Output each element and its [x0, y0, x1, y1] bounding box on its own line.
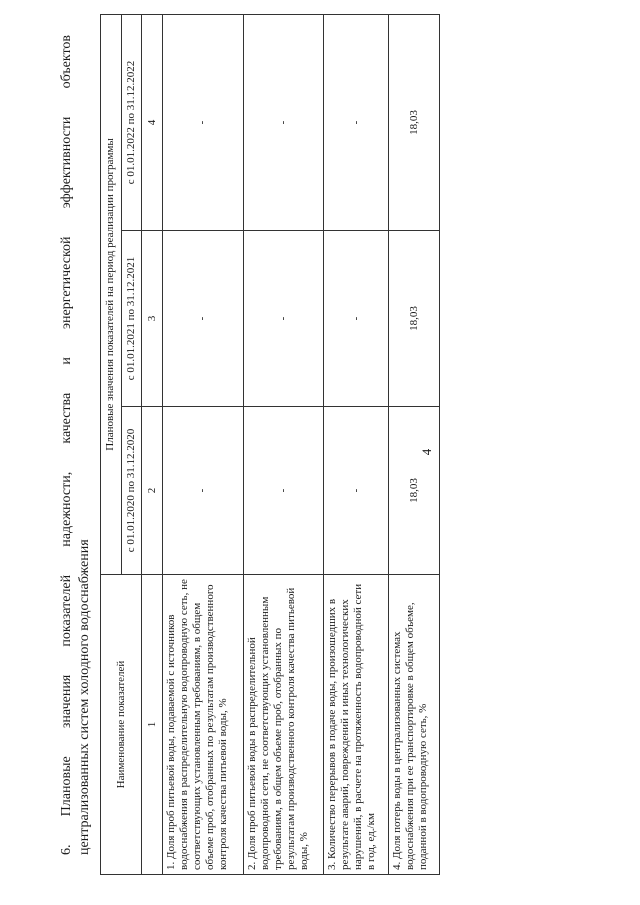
- heading-line-1: 6. Плановые значения показателей надежности, качества и энергетической эффективности объектов: [59, 35, 74, 855]
- column-number: 1: [142, 575, 163, 875]
- heading-line-2: централизованных систем холодного водоснабжения: [77, 539, 92, 855]
- indicator-name: 1. Доля проб питьевой воды, подаваемой с источников водоснабжения в распределительную водопроводную сеть, не соответствующих установленным требованиям, в общем объеме проб, отобранных по результатам производственного контроля качества питьевой воды, %: [163, 575, 243, 875]
- indicator-value: -: [324, 14, 389, 230]
- indicator-name: 2. Доля проб питьевой воды в распределительной водопроводной сети, не соответствующих установленным требованиям, в общем объеме проб, отобранных по результатам производственного контроля качества питьевой воды, %: [243, 575, 323, 875]
- indicator-value: -: [163, 231, 243, 407]
- table-row: [324, 14, 389, 874]
- indicator-value: -: [163, 407, 243, 575]
- table-row: [243, 14, 323, 874]
- section-heading: [58, 35, 94, 855]
- header-planned-values: Плановые значения показателей на период реализации программы: [101, 14, 122, 574]
- column-number: 3: [142, 231, 163, 407]
- indicator-value: -: [243, 14, 323, 230]
- header-indicator-name: Наименование показателей: [101, 575, 142, 875]
- header-period-2020: с 01.01.2020 по 31.12.2020: [121, 407, 142, 575]
- indicator-name: 4. Доля потерь воды в централизованных системах водоснабжения при ее транспортировке в общем объеме, поданной в водопроводную сеть, %: [389, 575, 440, 875]
- indicator-value: 18,03: [389, 407, 440, 575]
- indicator-value: -: [163, 14, 243, 230]
- header-period-2022: с 01.01.2022 по 31.12.2022: [121, 14, 142, 230]
- indicator-value: -: [324, 231, 389, 407]
- indicator-value: -: [324, 407, 389, 575]
- header-row-1: [101, 14, 122, 874]
- indicator-value: -: [243, 231, 323, 407]
- table-row: [163, 14, 243, 874]
- header-period-2021: с 01.01.2021 по 31.12.2021: [121, 231, 142, 407]
- indicator-value: 18,03: [389, 231, 440, 407]
- column-number-row: [142, 14, 163, 874]
- page-number: 4: [419, 448, 434, 456]
- table-row: [389, 14, 440, 874]
- rotated-page-content: [58, 15, 598, 875]
- indicator-value: 18,03: [389, 14, 440, 230]
- indicators-table: [100, 14, 440, 875]
- column-number: 2: [142, 407, 163, 575]
- indicator-name: 3. Количество перерывов в подаче воды, произошедших в результате аварий, повреждений и иных технологических нарушений, в расчете на протяженность водопроводной сети в год, ед./км: [324, 575, 389, 875]
- indicator-value: -: [243, 407, 323, 575]
- column-number: 4: [142, 14, 163, 230]
